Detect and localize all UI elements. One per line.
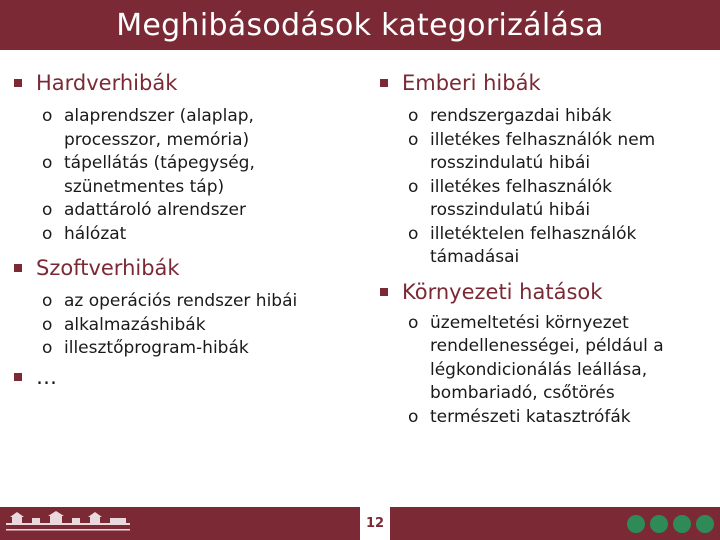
software-heading: Szoftverhibák bbox=[12, 254, 357, 282]
circle-bullet-icon: o bbox=[42, 291, 53, 311]
circle-bullet-icon: o bbox=[408, 129, 419, 150]
etc-item: … bbox=[12, 363, 357, 391]
human-errors-heading: Emberi hibák bbox=[378, 69, 713, 97]
square-bullet-icon bbox=[14, 79, 22, 87]
nav-icon bbox=[627, 515, 645, 533]
list-item: o az operációs rendszer hibái bbox=[40, 290, 370, 314]
circle-bullet-icon: o bbox=[408, 106, 419, 126]
circle-bullet-icon: o bbox=[408, 176, 419, 197]
hardware-heading: Hardverhibák bbox=[12, 69, 357, 97]
list-item: o üzemeltetési környezet rendellenességei, például a légkondicionálás leállása, bombariadó, csőtörés bbox=[408, 312, 664, 403]
slide-title: Meghibásodások kategorizálása bbox=[116, 7, 604, 43]
circle-bullet-icon: o bbox=[42, 153, 53, 173]
circle-bullet-icon: o bbox=[42, 200, 53, 220]
nav-icon bbox=[673, 515, 691, 533]
list-item: o rendszergazdai hibák bbox=[406, 105, 706, 129]
list-item: o alkalmazáshibák bbox=[40, 314, 370, 338]
circle-bullet-icon: o bbox=[408, 312, 419, 333]
list-item: o illetéktelen felhasználók támadásai bbox=[408, 223, 637, 267]
square-bullet-icon bbox=[380, 79, 388, 87]
square-bullet-icon bbox=[380, 288, 388, 296]
right-column bbox=[378, 69, 713, 429]
university-building-logo-icon bbox=[4, 511, 132, 536]
hardware-list bbox=[40, 105, 340, 246]
footer-icons bbox=[627, 515, 714, 533]
circle-bullet-icon: o bbox=[42, 314, 53, 335]
list-item: o illetékes felhasználók rosszindulatú hibái bbox=[408, 176, 613, 220]
circle-bullet-icon: o bbox=[42, 223, 53, 244]
list-item: o természeti katasztrófák bbox=[406, 406, 706, 430]
nav-icon bbox=[696, 515, 714, 533]
list-item: o tápellátás (tápegység, szünetmentes táp) bbox=[42, 153, 255, 197]
nav-icon bbox=[650, 515, 668, 533]
list-item: o adattároló alrendszer bbox=[40, 199, 340, 223]
list-item: o illesztőprogram-hibák bbox=[40, 337, 370, 361]
circle-bullet-icon: o bbox=[408, 406, 419, 427]
left-column bbox=[12, 69, 357, 391]
list-item: o alaprendszer (alaplap, processzor, memória) bbox=[42, 106, 254, 150]
human-errors-list bbox=[406, 105, 706, 270]
circle-bullet-icon: o bbox=[42, 106, 53, 126]
list-item: o hálózat bbox=[40, 223, 340, 247]
software-list bbox=[40, 290, 370, 361]
list-item: o illetékes felhasználók nem rosszindulatú hibái bbox=[408, 129, 656, 173]
square-bullet-icon bbox=[14, 373, 22, 381]
page-number: 12 bbox=[360, 507, 390, 540]
circle-bullet-icon: o bbox=[42, 338, 53, 358]
title-bar bbox=[0, 0, 720, 50]
environment-heading: Környezeti hatások bbox=[378, 278, 713, 306]
footer-bar bbox=[0, 507, 720, 540]
square-bullet-icon bbox=[14, 264, 22, 272]
circle-bullet-icon: o bbox=[408, 223, 419, 244]
environment-list bbox=[406, 312, 706, 430]
